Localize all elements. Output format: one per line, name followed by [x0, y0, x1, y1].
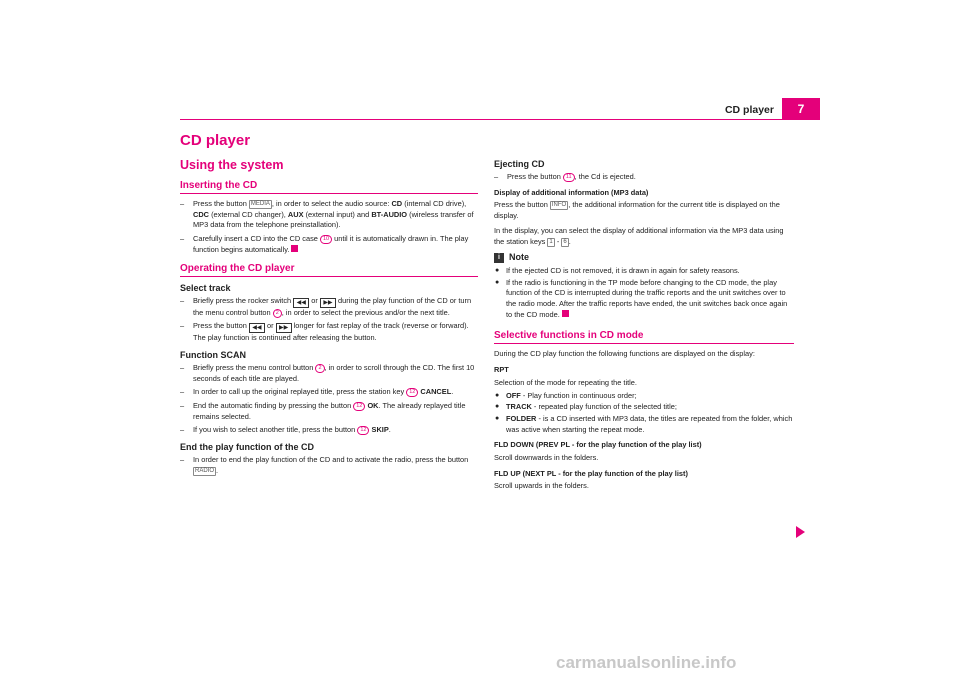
selective-intro: During the CD play function the following functions are displayed on the display:: [494, 349, 755, 359]
header-rule: [180, 119, 782, 120]
rewind-icon: ◀◀: [293, 298, 309, 308]
fld-down-heading: FLD DOWN (PREV PL - for the play function of the play list): [494, 440, 702, 450]
heading-function-scan: Function SCAN: [180, 349, 246, 360]
rpt-option-folder: ● FOLDER - is a CD inserted with MP3 data, the titles are repeated from the folder, which was active when starting the repeat mode.: [495, 413, 793, 434]
fld-up-heading: FLD UP (NEXT PL - for the play function of the play list): [494, 468, 688, 478]
step-rocker-switch: – Briefly press the rocker switch ◀◀ or ▶▶ during the play function of the CD or turn the menu control button 2 , in order to select the previous and/or the next title.: [180, 295, 472, 317]
mp3-paragraph-2: In the display, you can select the display of additional information via the MP3 data using the station keys 1 - 6 .: [494, 225, 784, 246]
next-page-arrow-icon[interactable]: [796, 526, 805, 538]
info-key-icon: INFO: [551, 202, 567, 209]
note-item: ● If the radio is functioning in the TP mode before changing to the CD mode, the play function of the CD is interrupted during the traffic reports and the unit switches over to the radio mode. After the traffic reports have ended, the unit switches back once again to the CD mode.: [495, 277, 788, 319]
heading-ejecting-cd: Ejecting CD: [494, 159, 545, 169]
heading-inserting-cd: Inserting the CD: [180, 179, 478, 194]
step-select-source: – Press the button MEDIA , in order to select the audio source: CD (internal CD drive), CDC (external CD changer), AUX (external input) and BT-AUDIO (wireless transfer of MP3 data from the telephone preinstallation).: [180, 199, 474, 230]
note-item: ● If the ejected CD is not removed, it is drawn in again for safety reasons.: [495, 265, 740, 275]
media-key-icon: MEDIA: [250, 201, 270, 207]
step-cancel: – In order to call up the original replayed title, press the station key 12 CANCEL.: [180, 387, 454, 397]
rpt-heading: RPT: [494, 365, 509, 375]
heading-selective-functions: Selective functions in CD mode: [494, 329, 794, 344]
station-key-6-icon: 6: [563, 238, 567, 245]
callout-10-icon: 10: [320, 235, 332, 244]
section-end-icon: [562, 310, 569, 317]
step-ok: – End the automatic finding by pressing the button 12 OK. The already replayed title remains selected.: [180, 401, 466, 421]
radio-key-icon: RADIO: [195, 467, 215, 474]
forward-icon: ▶▶: [320, 298, 336, 308]
mp3-paragraph-1: Press the button INFO , the additional information for the current title is displayed on the display.: [494, 200, 780, 221]
callout-11-icon: 11: [563, 173, 575, 182]
note-icon: i: [494, 253, 504, 263]
step-fast-replay: – Press the button ◀◀ or ▶▶ longer for fast replay of the track (reverse or forward). The play function is continued after releasing the button.: [180, 321, 469, 343]
left-column: [180, 132, 478, 480]
callout-2-icon: 2: [273, 309, 282, 318]
callout-12-icon: 12: [406, 388, 418, 397]
right-column: [494, 158, 794, 494]
section-title: Using the system: [180, 158, 284, 172]
watermark: carmanualsonline.info: [556, 653, 737, 672]
heading-operating-cd: Operating the CD player: [180, 262, 478, 277]
step-end-play: – In order to end the play function of the CD and to activate the radio, press the button RADIO .: [180, 455, 469, 475]
heading-select-track: Select track: [180, 282, 231, 293]
callout-12-icon: 12: [353, 402, 365, 411]
callout-12-icon: 12: [357, 426, 369, 435]
callout-2-icon: 2: [315, 364, 324, 373]
step-scan: – Briefly press the menu control button 2 , in order to scroll through the CD. The first 10 seconds of each title are played.: [180, 362, 475, 383]
page-number-badge: 7: [782, 98, 820, 120]
station-key-1-icon: 1: [549, 238, 553, 245]
rpt-option-track: ● TRACK - repeated play function of the selected title;: [495, 402, 677, 412]
rewind-icon: ◀◀: [249, 323, 265, 333]
step-skip: – If you wish to select another title, press the button 12 SKIP.: [180, 425, 391, 435]
fld-up-description: Scroll upwards in the folders.: [494, 481, 589, 491]
forward-icon: ▶▶: [276, 323, 292, 333]
heading-end-play: End the play function of the CD: [180, 442, 314, 453]
heading-mp3-info: Display of additional information (MP3 data): [494, 187, 649, 197]
section-end-icon: [291, 245, 298, 252]
chapter-title: CD player: [180, 132, 251, 149]
running-header-title: CD player: [724, 104, 774, 116]
note-box: [494, 252, 794, 320]
step-insert-cd: – Carefully insert a CD into the CD case 10 until it is automatically drawn in. The play function begins automatically.: [180, 234, 469, 254]
note-heading: i Note: [494, 252, 794, 263]
step-eject: – Press the button 11 , the Cd is ejected.: [494, 172, 636, 181]
rpt-description: Selection of the mode for repeating the title.: [494, 377, 637, 387]
fld-down-description: Scroll downwards in the folders.: [494, 453, 599, 463]
rpt-option-off: ● OFF - Play function in continuous order;: [495, 390, 637, 400]
